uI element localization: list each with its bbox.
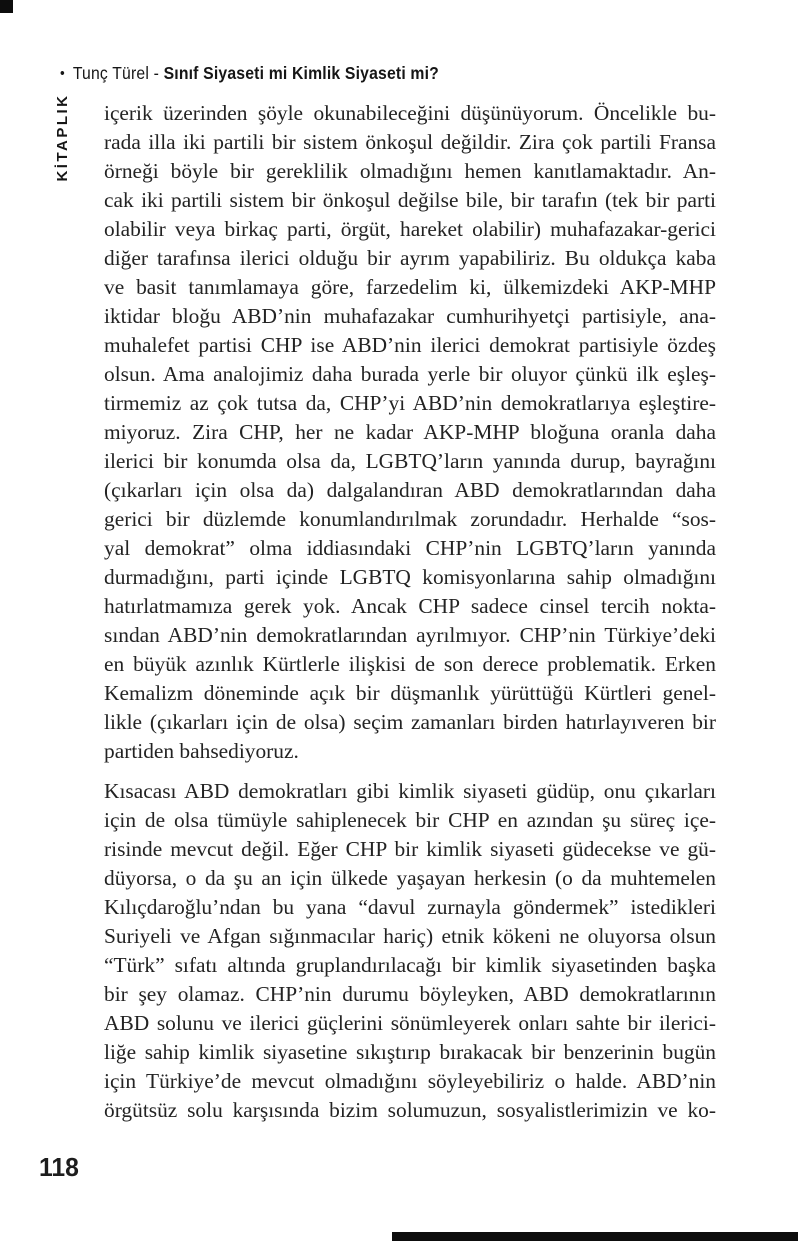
- text-line: muhalefet partisi CHP ise ABD’nin ilerici demokrat partisiyle özdeş: [104, 333, 716, 357]
- text-line: yal demokrat” olma iddiasındaki CHP’nin LGBTQ’ların yanında: [104, 536, 716, 560]
- text-line: hatırlatmamıza gerek yok. Ancak CHP sadece cinsel tercih nokta-: [104, 594, 716, 618]
- text-line: düyorsa, o da şu an için ülkede yaşayan herkesin (o da muhtemelen: [104, 866, 716, 890]
- text-line: tirmemiz az çok tutsa da, CHP’yi ABD’nin demokratlarıya eşleştire-: [104, 391, 716, 415]
- text-line: risinde mevcut değil. Eğer CHP bir kimlik siyaseti güdecekse ve gü-: [104, 837, 716, 861]
- header-author: Tunç Türel -: [72, 63, 164, 83]
- text-line: “Türk” sıfatı altında gruplandırılacağı bir kimlik siyasetinden başka: [104, 953, 716, 977]
- bullet-icon: •: [60, 65, 65, 82]
- header-text: [73, 63, 439, 84]
- paragraph: [104, 777, 716, 1125]
- header-article-title: Sınıf Siyaseti mi Kimlik Siyaseti mi?: [163, 63, 439, 83]
- text-line: ve basit tanımlamaya göre, farzedelim ki, ülkemizdeki AKP-MHP: [104, 275, 716, 299]
- text-line: miyoruz. Zira CHP, her ne kadar AKP-MHP bloğuna oranla daha: [104, 420, 716, 444]
- page-number: 118: [39, 1152, 79, 1182]
- scan-bottom-bar: [392, 1232, 798, 1241]
- scan-corner-mark: [0, 0, 13, 13]
- section-label-vertical: KİTAPLIK: [54, 93, 71, 182]
- text-line: olsun. Ama analojimiz daha burada yerle bir oluyor çünkü ilk eşleş-: [104, 362, 716, 386]
- text-line: (çıkarları için olsa da) dalgalandıran ABD demokratlarından daha: [104, 478, 716, 502]
- text-line: gerici bir düzlemde konumlandırılmak zorundadır. Herhalde “sos-: [104, 507, 716, 531]
- text-line: Kemalizm döneminde açık bir düşmanlık yürüttüğü Kürtleri genel-: [104, 681, 716, 705]
- text-line: liğe sahip kimlik siyasetine sıkıştırıp bırakacak bir benzerinin bugün: [104, 1040, 716, 1064]
- text-line: için Türkiye’de mevcut olmadığını söyleyebiliriz o halde. ABD’nin: [104, 1069, 716, 1093]
- text-line: örgütsüz solu karşısında bizim solumuzun, sosyalistlerimizin ve ko-: [104, 1098, 716, 1122]
- text-line: Suriyeli ve Afgan sığınmacılar hariç) etnik kökeni ne oluyorsa olsun: [104, 924, 716, 948]
- text-line: diğer tarafınsa ilerici olduğu bir ayrım yapabiliriz. Bu oldukça kaba: [104, 246, 716, 270]
- text-line: durmadığını, parti içinde LGBTQ komisyonlarına sahip olmadığını: [104, 565, 716, 589]
- text-line: Kılıçdaroğlu’ndan bu yana “davul zurnayla göndermek” istedikleri: [104, 895, 716, 919]
- text-line: içerik üzerinden şöyle okunabileceğini düşünüyorum. Öncelikle bu-: [104, 101, 716, 125]
- text-line: likle (çıkarları için de olsa) seçim zamanları birden hatırlayıveren bir: [104, 710, 716, 734]
- text-line: iktidar bloğu ABD’nin muhafazakar cumhurihyetçi partisiyle, ana-: [104, 304, 716, 328]
- text-line: partiden bahsediyoruz.: [104, 739, 299, 763]
- text-line: olabilir veya birkaç parti, örgüt, hareket olabilir) muhafazakar-gerici: [104, 217, 716, 241]
- text-line: bir şey olamaz. CHP’nin durumu böyleyken, ABD demokratlarının: [104, 982, 716, 1006]
- text-line: sından ABD’nin demokratlarından ayrılmıyor. CHP’nin Türkiye’deki: [104, 623, 716, 647]
- paragraph: [104, 99, 716, 766]
- running-header: [60, 63, 439, 84]
- body-text: [104, 99, 716, 1125]
- text-line: için de olsa tümüyle sahiplenecek bir CHP en azından şu süreç içe-: [104, 808, 716, 832]
- text-line: ilerici bir konumda olsa da, LGBTQ’ların yanında durup, bayrağını: [104, 449, 716, 473]
- text-line: örneği böyle bir gereklilik olmadığını hemen kanıtlamaktadır. An-: [104, 159, 716, 183]
- text-line: Kısacası ABD demokratları gibi kimlik siyaseti güdüp, onu çıkarları: [104, 779, 716, 803]
- text-line: rada illa iki partili bir sistem önkoşul değildir. Zira çok partili Fransa: [104, 130, 716, 154]
- text-line: en büyük azınlık Kürtlerle ilişkisi de son derece problematik. Erken: [104, 652, 716, 676]
- text-line: ABD solunu ve ilerici güçlerini sönümleyerek onları sahte bir ilerici-: [104, 1011, 716, 1035]
- text-line: cak iki partili sistem bir önkoşul değilse bile, bir tarafın (tek bir parti: [104, 188, 716, 212]
